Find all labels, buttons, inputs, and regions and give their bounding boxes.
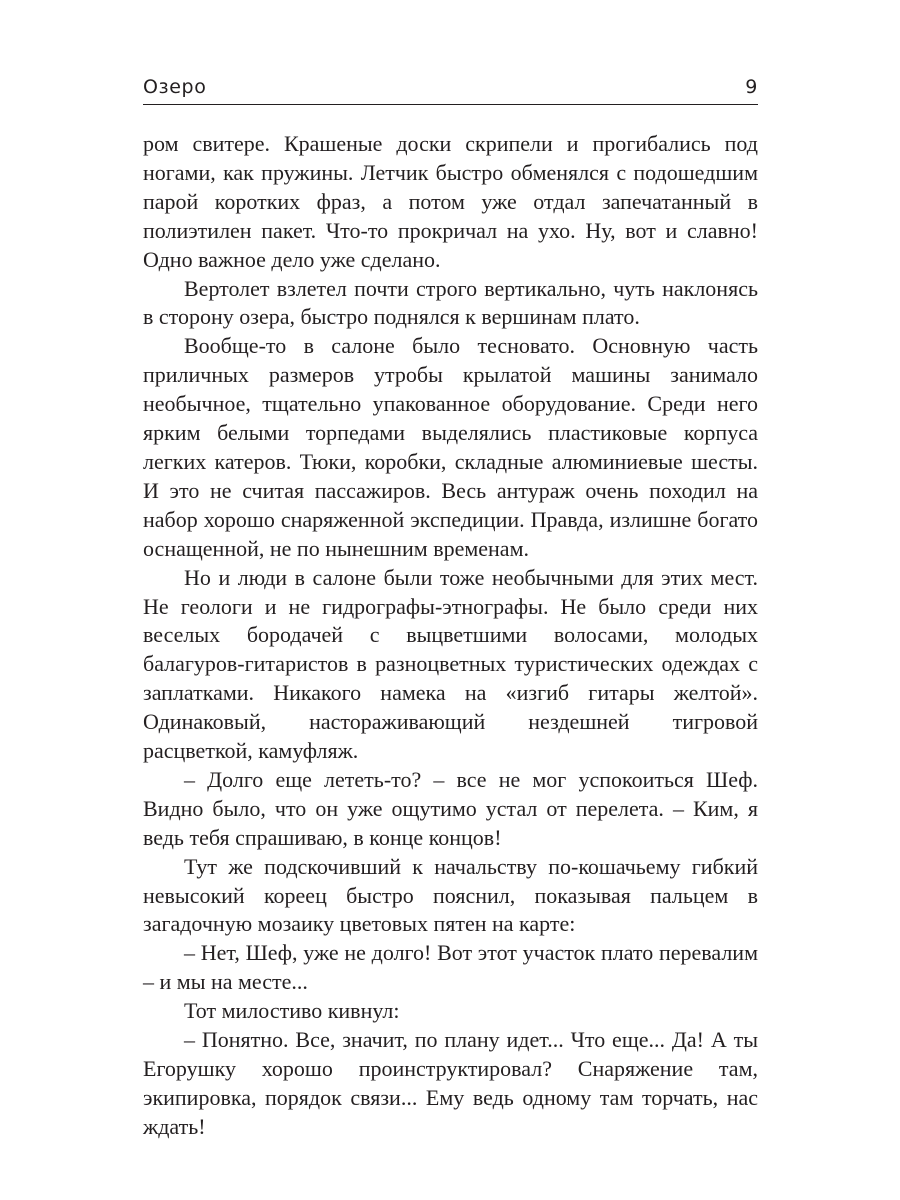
paragraph: Вообще-то в салоне было тесновато. Основную часть приличных размеров утробы крылатой машины занимало необычное, тщательно упакованное оборудование. Среди него ярким белыми торпедами выделялись пластиковые корпуса легких катеров. Тюки, коробки, складные алюминиевые шесты. И это не считая пассажиров. Весь антураж очень походил на набор хорошо снаряженной экспедиции. Правда, излишне богато оснащенной, не по нынешним временам. — [143, 333, 758, 561]
paragraph: ром свитере. Крашеные доски скрипели и прогибались под ногами, как пружины. Летчик быстро обменялся с подошедшим парой коротких фраз, а потом уже отдал запечатанный в полиэтилен пакет. Что-то прокричал на ухо. Ну, вот и славно! Одно важное дело уже сделано. — [143, 131, 758, 272]
page-number: 9 — [745, 76, 758, 98]
chapter-title: Озеро — [143, 76, 207, 98]
dialogue-paragraph: – Нет, Шеф, уже не долго! Вот этот участок плато перевалим – и мы на месте... — [143, 940, 758, 995]
paragraph: Тот милостиво кивнул: — [184, 998, 400, 1024]
book-page — [143, 0, 758, 1200]
dialogue-paragraph: – Понятно. Все, значит, по плану идет... Что еще... Да! А ты Егорушку хорошо проинструктировал? Снаряжение там, экипировка, порядок связи... Ему ведь одному там торчать, нас ждать! — [143, 1027, 758, 1139]
paragraph: Тут же подскочивший к начальству по-кошачьему гибкий невысокий кореец быстро пояснил, показывая пальцем в загадочную мозаику цветовых пятен на карте: — [143, 853, 758, 937]
dialogue-paragraph: – Долго еще лететь-то? – все не мог успокоиться Шеф. Видно было, что он уже ощутимо устал от перелета. – Ким, я ведь тебя спрашиваю, в конце концов! — [143, 766, 758, 850]
paragraph: Вертолет взлетел почти строго вертикально, чуть наклонясь в сторону озера, быстро поднялся к вершинам плато. — [143, 275, 758, 330]
body-text — [143, 130, 758, 1142]
running-header — [143, 76, 758, 105]
paragraph: Но и люди в салоне были тоже необычными для этих мест. Не геологи и не гидрографы-этнографы. Не было среди них веселых бородачей с выцветшими волосами, молодых балагуров-гитаристов в разноцветных туристических одеждах с заплатками. Никакого намека на «изгиб гитары желтой». Одинаковый, настораживающий нездешней тигровой расцветкой, камуфляж. — [143, 564, 758, 764]
